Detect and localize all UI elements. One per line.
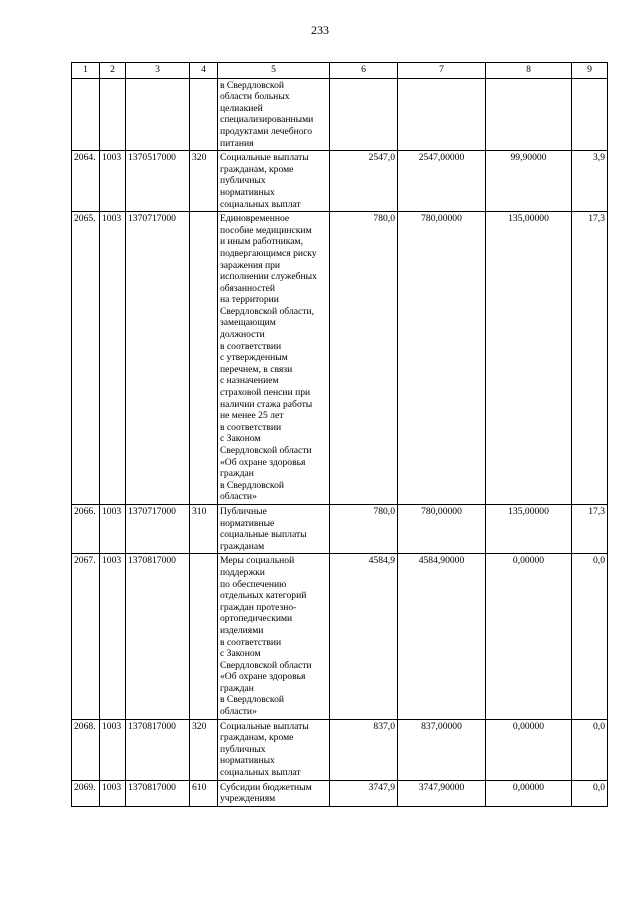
percent-cell: 0,0	[572, 719, 608, 780]
expense-type-cell: 610	[190, 780, 218, 806]
row-number-cell: 2068.	[72, 719, 100, 780]
target-code-cell: 1370817000	[126, 780, 190, 806]
table-row	[72, 78, 608, 151]
executed-amount-cell: 0,00000	[486, 554, 572, 719]
executed-amount-cell	[486, 78, 572, 151]
column-header: 1	[72, 63, 100, 79]
target-code-cell	[126, 78, 190, 151]
row-number-cell: 2065.	[72, 212, 100, 505]
column-header: 9	[572, 63, 608, 79]
column-header: 6	[330, 63, 398, 79]
target-code-cell: 1370817000	[126, 719, 190, 780]
amended-amount-cell: 2547,00000	[398, 151, 486, 212]
column-header: 5	[218, 63, 330, 79]
row-number-cell: 2067.	[72, 554, 100, 719]
row-number-cell: 2066.	[72, 504, 100, 553]
column-header: 4	[190, 63, 218, 79]
table-row	[72, 554, 608, 719]
row-number-cell: 2069.	[72, 780, 100, 806]
plan-amount-cell: 780,0	[330, 212, 398, 505]
plan-amount-cell	[330, 78, 398, 151]
plan-amount-cell: 780,0	[330, 504, 398, 553]
table-row	[72, 504, 608, 553]
column-header: 8	[486, 63, 572, 79]
plan-amount-cell: 3747,9	[330, 780, 398, 806]
section-code-cell: 1003	[100, 151, 126, 212]
expense-type-cell	[190, 78, 218, 151]
description-cell: в Свердловской области больных целиакией специализированными продуктами лечебного питания	[218, 78, 330, 151]
percent-cell: 17,3	[572, 504, 608, 553]
column-header: 7	[398, 63, 486, 79]
amended-amount-cell: 4584,90000	[398, 554, 486, 719]
row-number-cell	[72, 78, 100, 151]
column-header: 2	[100, 63, 126, 79]
percent-cell: 3,9	[572, 151, 608, 212]
plan-amount-cell: 4584,9	[330, 554, 398, 719]
plan-amount-cell: 837,0	[330, 719, 398, 780]
table-row	[72, 780, 608, 806]
section-code-cell: 1003	[100, 212, 126, 505]
amended-amount-cell: 3747,90000	[398, 780, 486, 806]
target-code-cell: 1370717000	[126, 212, 190, 505]
section-code-cell: 1003	[100, 780, 126, 806]
target-code-cell: 1370517000	[126, 151, 190, 212]
column-header-row	[72, 63, 608, 79]
section-code-cell: 1003	[100, 719, 126, 780]
executed-amount-cell: 135,00000	[486, 504, 572, 553]
section-code-cell	[100, 78, 126, 151]
executed-amount-cell: 135,00000	[486, 212, 572, 505]
expense-type-cell: 310	[190, 504, 218, 553]
plan-amount-cell: 2547,0	[330, 151, 398, 212]
description-cell: Социальные выплаты гражданам, кроме публичных нормативных социальных выплат	[218, 151, 330, 212]
section-code-cell: 1003	[100, 554, 126, 719]
column-header: 3	[126, 63, 190, 79]
target-code-cell: 1370817000	[126, 554, 190, 719]
expense-type-cell	[190, 554, 218, 719]
executed-amount-cell: 0,00000	[486, 780, 572, 806]
row-number-cell: 2064.	[72, 151, 100, 212]
executed-amount-cell: 99,90000	[486, 151, 572, 212]
expense-type-cell: 320	[190, 151, 218, 212]
amended-amount-cell	[398, 78, 486, 151]
expense-type-cell: 320	[190, 719, 218, 780]
percent-cell: 0,0	[572, 780, 608, 806]
amended-amount-cell: 780,00000	[398, 212, 486, 505]
percent-cell: 17,3	[572, 212, 608, 505]
amended-amount-cell: 780,00000	[398, 504, 486, 553]
budget-table	[71, 62, 608, 807]
target-code-cell: 1370717000	[126, 504, 190, 553]
table-row	[72, 212, 608, 505]
amended-amount-cell: 837,00000	[398, 719, 486, 780]
expense-type-cell	[190, 212, 218, 505]
page-number: 233	[311, 23, 329, 37]
description-cell: Единовременное пособие медицинским и иным работникам, подвергающимся риску заражения при исполнении служебных обязанностей на территории Свердловской области, замещающим должности в соответствии с утвержденным перечнем, в связи с назначением страховой пенсии при наличии стажа работы не менее 25 лет в соответствии с Законом Свердловской области «Об охране здоровья граждан в Свердловской области»	[218, 212, 330, 505]
description-cell: Меры социальной поддержки по обеспечению отдельных категорий граждан протезно- ортопедическими изделиями в соответствии с Законом Свердловской области «Об охране здоровья граждан в Свердловской области»	[218, 554, 330, 719]
description-cell: Публичные нормативные социальные выплаты гражданам	[218, 504, 330, 553]
table-row	[72, 151, 608, 212]
table-row	[72, 719, 608, 780]
description-cell: Социальные выплаты гражданам, кроме публичных нормативных социальных выплат	[218, 719, 330, 780]
executed-amount-cell: 0,00000	[486, 719, 572, 780]
percent-cell	[572, 78, 608, 151]
percent-cell: 0,0	[572, 554, 608, 719]
description-cell: Субсидии бюджетным учреждениям	[218, 780, 330, 806]
section-code-cell: 1003	[100, 504, 126, 553]
